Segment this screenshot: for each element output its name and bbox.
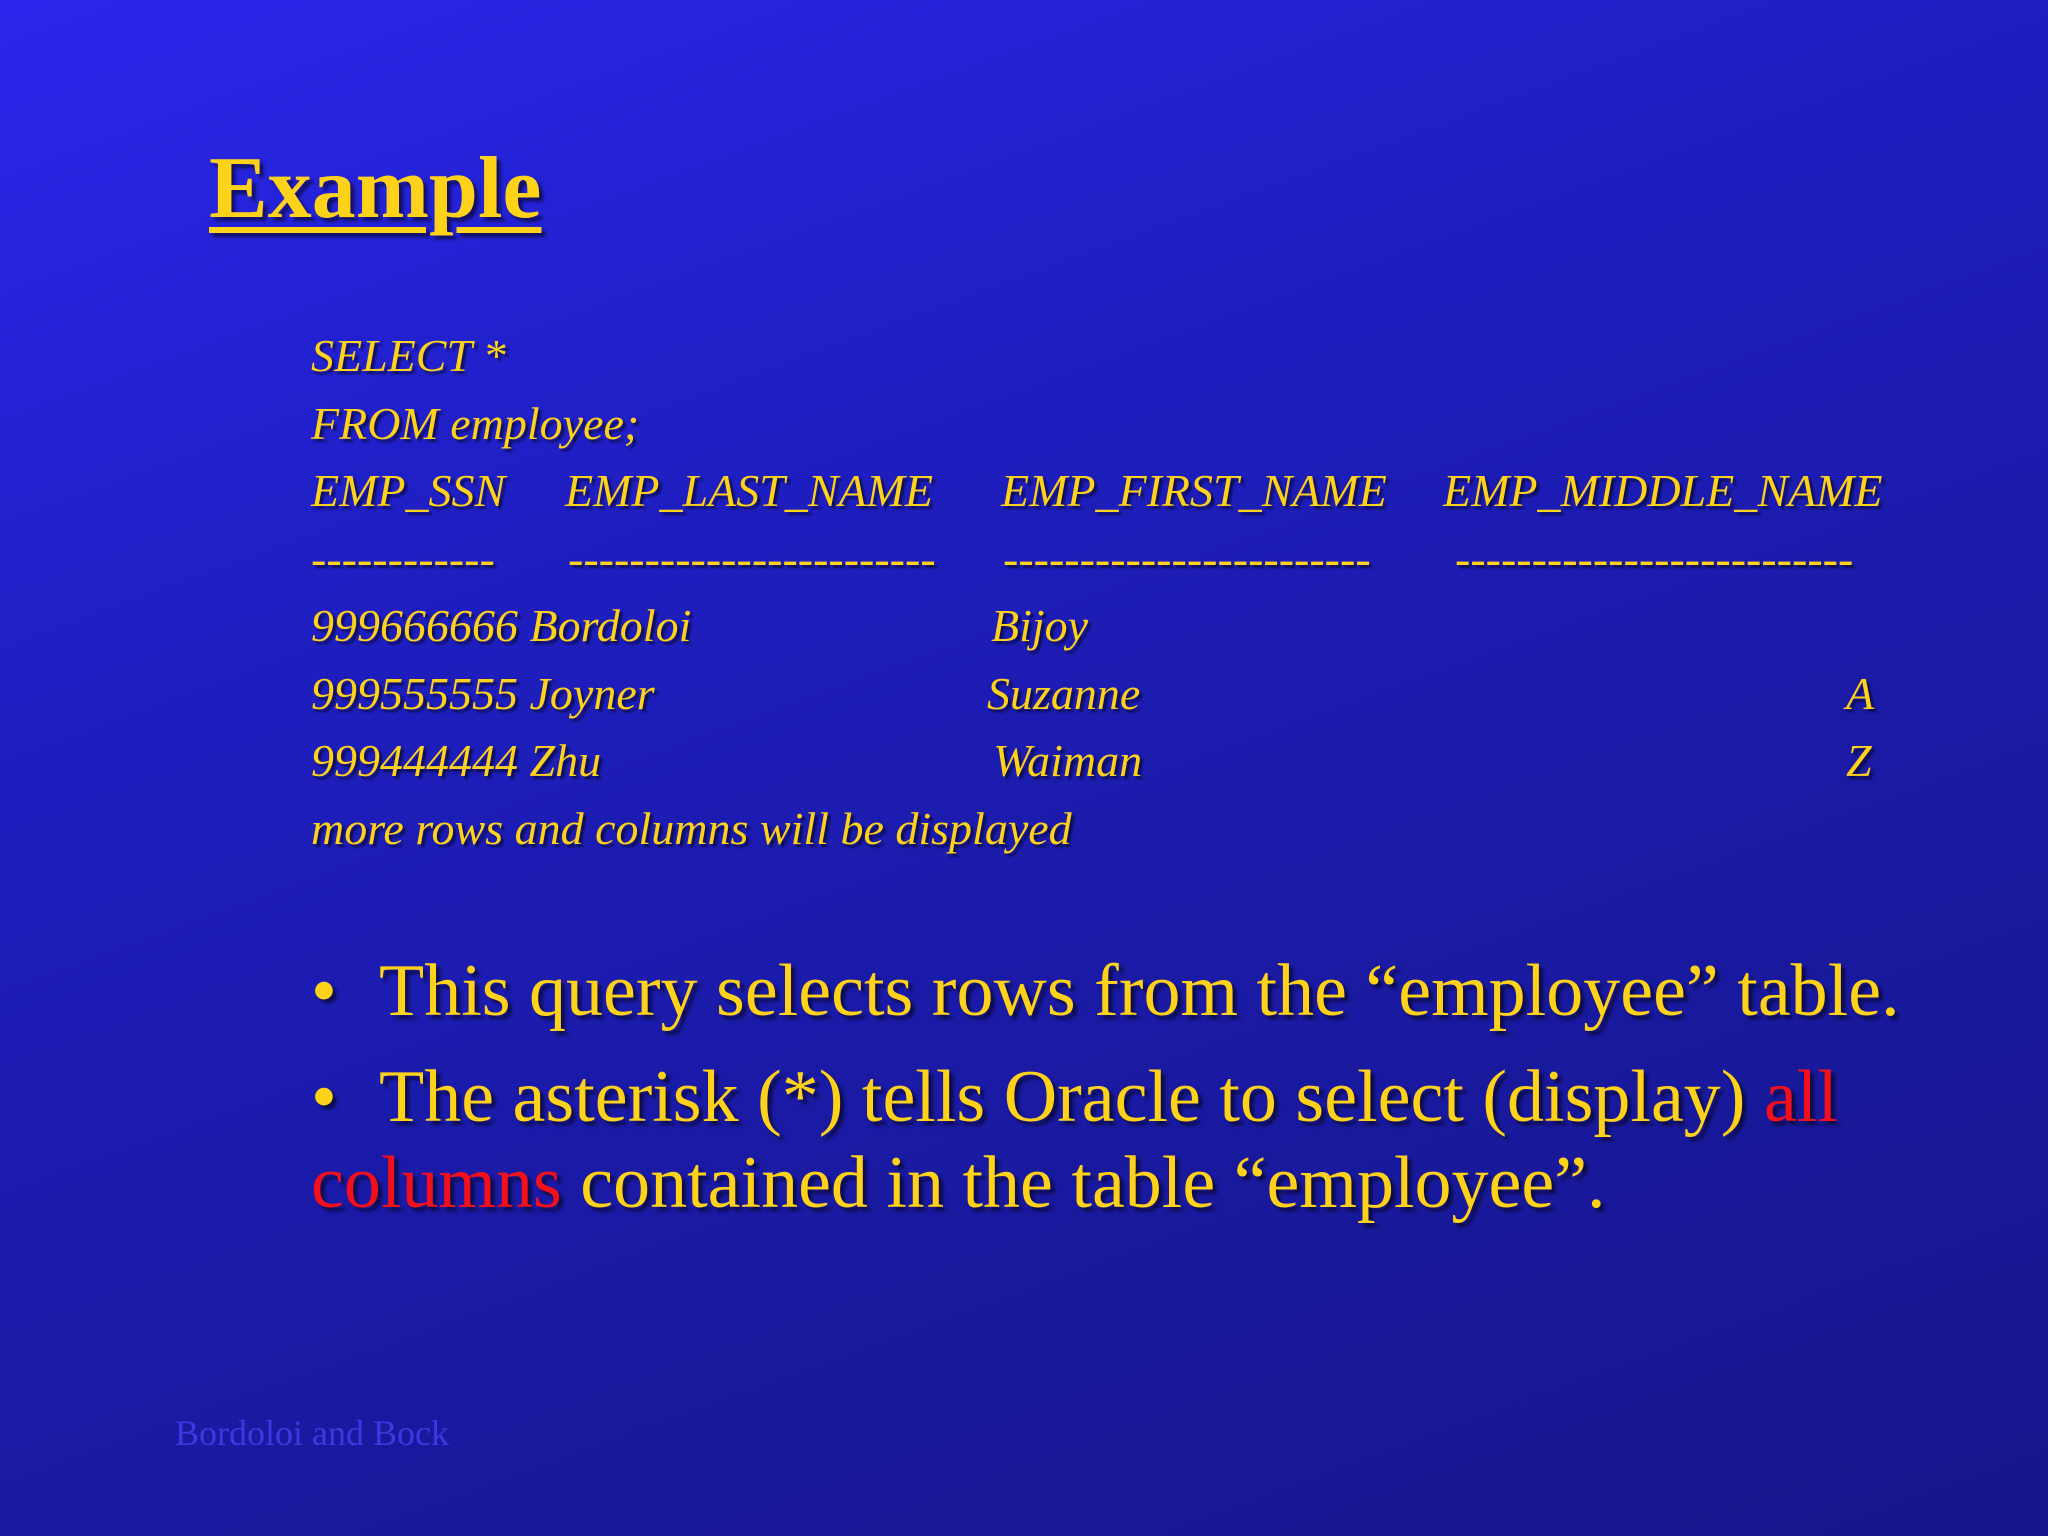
table-row: [311, 592, 1089, 660]
row-middle-name: A: [1846, 667, 1875, 719]
row-ssn-last-name: 999444444 Zhu: [311, 735, 602, 786]
row-middle-name: Z: [1846, 735, 1872, 786]
divider-emp-first-name: ------------------------: [1003, 532, 1371, 584]
table-row: [311, 727, 1872, 795]
row-ssn-last-name: 999555555 Joyner: [311, 667, 655, 719]
table-row: [311, 660, 1875, 728]
bullet-text-end: contained in the table “employee”.: [580, 1142, 1606, 1224]
header-emp-last-name: EMP_LAST_NAME: [565, 465, 933, 516]
bullet-text-highlight: all columns: [311, 1056, 1838, 1224]
bullet-text: This query selects rows from the “employee” table.: [379, 950, 1900, 1032]
slide-footer: Bordoloi and Bock: [175, 1413, 449, 1453]
bullet-icon: •: [311, 950, 337, 1032]
divider-emp-last-name: ------------------------: [568, 532, 936, 584]
header-emp-middle-name: EMP_MIDDLE_NAME: [1443, 465, 1883, 516]
bullet-item-query-description: [311, 948, 2011, 1034]
divider-emp-ssn: ------------: [311, 532, 495, 584]
divider-emp-middle-name: --------------------------: [1455, 532, 1854, 584]
page-title: Example: [209, 140, 542, 237]
sql-more-rows-line: more rows and columns will be displayed: [311, 802, 1072, 854]
bullet-text-start: The asterisk (*) tells Oracle to select (display): [379, 1056, 1746, 1138]
bullet-icon: •: [311, 1056, 337, 1138]
header-emp-first-name: EMP_FIRST_NAME: [1001, 465, 1387, 516]
row-ssn-last-name: 999666666 Bordoloi: [311, 600, 692, 651]
sql-from-line: FROM employee;: [311, 397, 640, 449]
row-first-name: Waiman: [993, 735, 1143, 786]
row-first-name: Bijoy: [991, 600, 1089, 651]
result-divider-row: [311, 525, 1854, 593]
row-first-name: Suzanne: [987, 667, 1141, 719]
sql-example: [311, 322, 1883, 862]
sql-select-line: SELECT *: [311, 330, 506, 381]
header-emp-ssn: EMP_SSN: [311, 465, 506, 516]
bullet-list: [311, 948, 2011, 1246]
result-header-row: [311, 457, 1883, 525]
bullet-item-asterisk-description: [311, 1054, 2011, 1226]
